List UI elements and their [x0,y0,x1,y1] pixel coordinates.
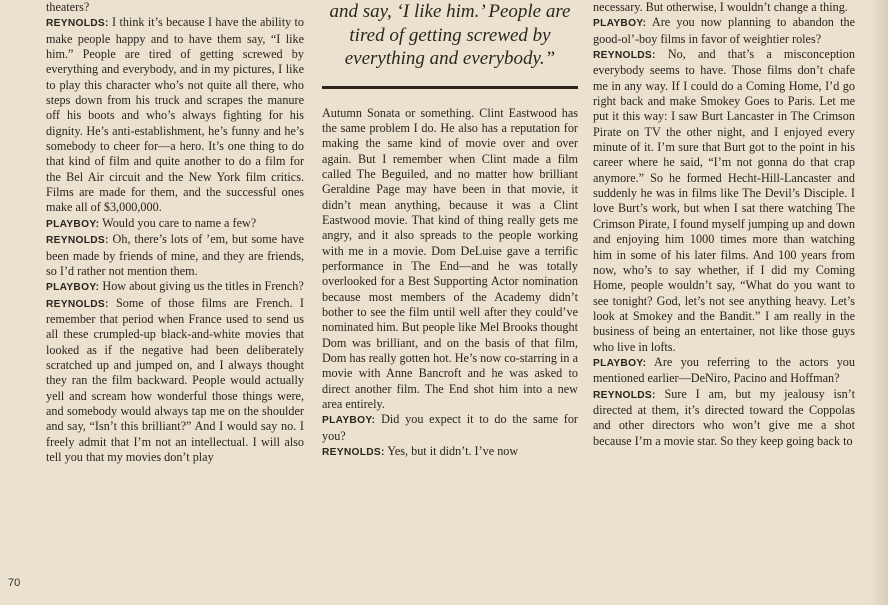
pull-quote: and say, ‘I like him.’ People are tired of getting screwed by everything and everybody.” [329,1,571,69]
paragraph-text: Some of those films are French. I remember that period when France used to send us all these crumpled-up black-and-white movies that looked as if the negative had been deliberately scratched up and jumped on, and I always thought they ran the film backward. People would actually yell and scream how wonderful those things were, and somebody would always tap me on the shoulder and say, “Isn’t this brilliant?” And I would say no. I freely admit that I’m not an intellectual. I will also tell you that my movies don’t play [46,295,304,464]
paragraph [322,106,578,413]
paragraph-text: How about giving us the titles in French? [99,279,304,294]
speaker-label: PLAYBOY: [46,282,100,294]
paragraph-text: Are you now planning to abandon the good-ol’-boy films in favor of weightier roles? [593,15,855,46]
speaker-label: PLAYBOY: [593,18,647,30]
paragraph [593,355,855,387]
paragraph [46,216,304,232]
paragraph-text: No, and that’s a misconception everybody seems to have. Those films don’t chafe me in any way. If I could do a Coming Home, I’d go right back and make Smokey Goes to Paris. Let me put it this way: I saw Burt Lancaster in The Crimson Pirate on TV the other night, and I enjoyed every minute of it. I’m sure that Burt got to the point in his career where he said, “I’m not gonna do that crap anymore.” So he formed Hecht-Hill-Lancaster and suddenly he was in films like The Devil’s Disciple. I love Burt’s work, but when I sat there watching The Crimson Pirate, I found myself jumping up and down and enjoying him 1000 times more than watching him in some of his later films. And 100 years from now, who’s to say whether, if I did my Coming Home, people wouldn’t say, “What do you want to see tonight? God, let’s not see anything heavy. Let’s look at Smokey and the Bandit.” I am really in the business of being an entertainer, not like those guys who live in lofts. [593,47,855,354]
paragraph-text: Yes, but it didn’t. I’ve now [384,444,519,459]
paragraph-text: Autumn Sonata or something. Clint Eastwood has the same problem I do. He also has a reputation for making the same kind of movie over and over again. But I remember when Clint made a film called The Beguiled, and no matter how brilliant Geraldine Page may have been in that movie, it didn’t mean anything, because it was a Clint Eastwood movie. That kind of thing really gets me angry, and it also spreads to the people working with me in a movie. Dom DeLuise gave a terrific performance in The End—and he was totally overlooked for a Best Supporting Actor nomination because most members of the Academy didn’t bother to see the film until well after they could’ve nominated him. But people like Mel Brooks thought Dom was brilliant, and on the basis of that film, Dom has really gotten hot. He’s now co-starring in a movie with Anne Bancroft and he was asked to direct another film. The End shot him into a new area entirely. [322,105,578,412]
paragraph [46,232,304,279]
paragraph-text: Are you referring to the actors you mentioned earlier—DeNiro, Pacino and Hoffman? [593,354,855,386]
cut-line: theaters? [46,0,90,14]
paragraph [46,296,304,466]
paragraph-text: Oh, there’s lots of ’em, but some have been made by friends of mine, and they are friends, so I’d rather not mention them. [46,232,304,278]
speaker-label: REYNOLDS: [322,447,385,459]
paragraph-text: Sure I am, but my jealousy isn’t directed at them, it’s directed toward the Coppolas and other directors who won’t give me a shot because I’m a movie star. So they keep going back to [593,386,855,448]
paragraph [593,15,855,47]
paragraph-text: Would you care to name a few? [99,215,257,230]
speaker-label: PLAYBOY: [593,357,647,369]
speaker-label: PLAYBOY: [46,218,100,230]
paragraph-text: Did you expect it to do the same for you? [322,412,578,443]
page-number: 70 [8,577,21,589]
pull-quote-rule [322,86,578,89]
speaker-label: PLAYBOY: [322,415,376,427]
cut-line: necessary. But otherwise, I wouldn’t change a thing. [593,0,848,14]
paragraph [593,47,855,355]
column-middle [322,0,578,600]
paragraph [46,15,304,215]
column-right [593,0,855,600]
paragraph [46,279,304,295]
speaker-label: REYNOLDS: [46,18,109,30]
column-left [46,0,304,600]
scan-edge-shadow [870,0,888,605]
speaker-label: REYNOLDS: [46,235,109,247]
paragraph-text: I think it’s because I have the ability to make people happy and to have them say, “I like him.” People are tired of getting screwed by everything and everybody, and in my pictures, I like to play this character who’s not quite all there, who steps down from his truck and scrapes the manure off his boots and who’s always fighting for his dignity. He’s anti-establishment, he’s funny and he’s somebody to cheer for—a hero. It’s one thing to do that kind of film and quite another to do a film for the Bel Air circuit and the New York film critics. Films are made for them, and the successful ones make all of $3,000,000. [46,15,304,215]
speaker-label: REYNOLDS: [593,389,656,401]
speaker-label: REYNOLDS: [593,50,656,62]
paragraph [322,412,578,444]
speaker-label: REYNOLDS: [46,298,109,310]
paragraph [593,387,855,449]
paragraph [322,444,578,460]
